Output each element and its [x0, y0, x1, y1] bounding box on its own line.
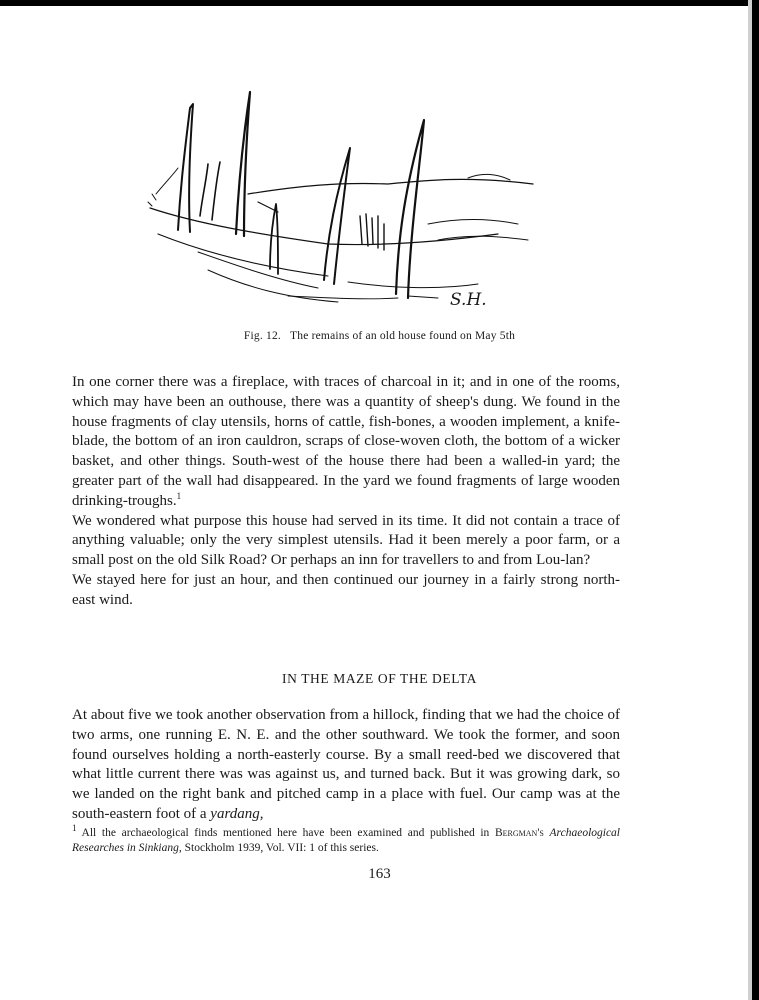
paragraph-2 — [72, 512, 620, 571]
paragraph-1 — [72, 373, 620, 512]
figure-signature: S.H. — [450, 290, 487, 310]
caption-label: Fig. 12. — [243, 330, 281, 342]
paragraph-1-text: In one corner there was a fireplace, with traces of charcoal in it; and in one of the rooms, which may have been an outhouse, there was a quantity of sheep's dung. We found in the house fragments of clay utensils, horns of cattle, fish-bones, a wooden implement, a knife-blade, the bottom of an iron cauldron, scraps of close-woven cloth, the bottom of a wicker basket, and other things. South-west of the house there had been a walled-in yard; the greater part of the wall had disappeared. In the yard we found fragments of large wooden drinking-troughs. — [72, 374, 620, 509]
page-number: 163 — [368, 866, 391, 882]
paragraph-2-text: We wondered what purpose this house had served in its time. It did not contain a trace of anything valuable; only the very simplest utensils. Had it been merely a poor farm, or a small post on the old Silk Road? Or perhaps an inn for travellers to and from Lou-lan? — [72, 512, 620, 569]
figure-sketch — [138, 84, 538, 324]
scan-edge-right — [752, 0, 759, 1000]
footnote-title: Archaeological Researches in Sinkiang, — [72, 827, 621, 854]
footnote-marker: 1 — [176, 490, 182, 501]
caption-text: The remains of an old house found on May 5th — [290, 330, 516, 342]
paragraph-4 — [72, 706, 620, 825]
paragraph-3-text: We stayed here for just an hour, and then continued our journey in a fairly strong north-east wind. — [72, 571, 620, 608]
paragraph-4-text: At about five we took another observation from a hillock, finding that we had the choice of two arms, one running E. N. E. and the other southward. We took the former, and soon found ourselves holding a north-easterly course. By a small reed-bed we discovered that what little current there was was against us, and turned back. But it was growing dark, so we landed on the right bank and pitched camp in a place with fuel. Our camp was at the south-eastern foot of a — [72, 707, 620, 822]
body-text-bottom — [72, 706, 620, 825]
paragraph-4-italic: yardang, — [210, 805, 264, 822]
figure-caption — [0, 330, 759, 342]
footnote-post: Stockholm 1939, Vol. VII: 1 of this series. — [184, 842, 379, 854]
footnote — [72, 823, 621, 856]
footnote-pre: All the archaeological finds mentioned here have been examined and published in — [81, 827, 490, 839]
paragraph-3 — [72, 571, 620, 611]
body-text-top — [72, 373, 620, 611]
section-heading: IN THE MAZE OF THE DELTA — [282, 671, 477, 686]
house-remains-drawing — [138, 84, 538, 324]
footnote-author: Bergman's — [494, 827, 544, 839]
footnote-mark: 1 — [72, 823, 77, 834]
scan-edge-top — [0, 0, 759, 6]
